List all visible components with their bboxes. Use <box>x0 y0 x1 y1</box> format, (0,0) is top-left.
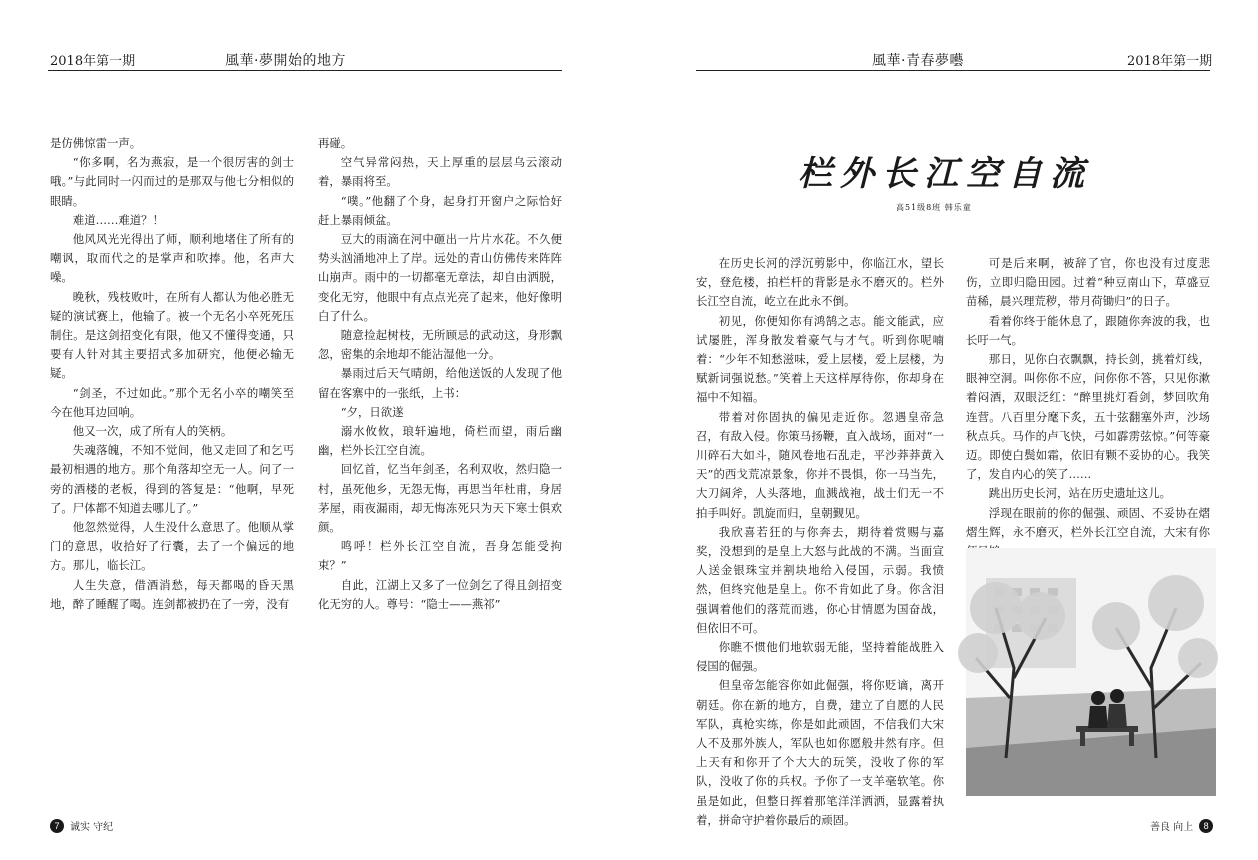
left-header-issue: 2018年第一期 <box>50 54 136 69</box>
paragraph: 他风风光光得出了师，顺利地堵住了所有的嘲讽，取而代之的是掌声和吹捧。他，名声大噪。 <box>50 232 294 285</box>
paragraph: 他又一次，成了所有人的笑柄。 <box>72 424 233 439</box>
paragraph: 带着对你固执的偏见走近你。忽遇皇帝急召，有敌入侵。你策马扬鞭，直入战场，面对“一川碎石大如斗，随风卷地石乱走，平沙莽莽黄入天”的西戈荒凉景象，你并不畏惧，你一马当先，大刀阔斧，人头落地，血溅战袍，战士们无一不拍手叫好。凯旋而归，皇朝觐见。 <box>696 409 944 520</box>
paragraph: 初见，你便知你有鸿鹄之志。能文能武，应试屡胜，浑身散发着豪气与才气。听到你呢喃着：“少年不知愁滋味，爱上层楼，爱上层楼，为赋新词强说愁。”笑着上天这样厚待你，你却身在福中不知福。 <box>696 313 944 405</box>
right-header-issue: 2018年第一期 <box>1127 54 1213 69</box>
paragraph: “剑圣，不过如此。”那个无名小卒的嘲笑至今在他耳边回响。 <box>50 385 294 419</box>
paragraph: 是仿佛惊雷一声。 <box>50 136 142 150</box>
left-header-rule <box>48 70 562 71</box>
paragraph: 溺水攸攸，琅轩遍地，倚栏而望，雨后幽幽，栏外长江空自流。 <box>318 424 562 458</box>
paragraph: “噗。”他翻了个身，起身打开窗户之际恰好赶上暴雨倾盆。 <box>318 193 562 227</box>
left-column-1 <box>50 134 294 611</box>
footer-motto: 善良 向上 <box>1150 822 1194 833</box>
article-byline: 高51级8班 韩乐童 <box>896 203 972 212</box>
paragraph: 跳出历史长河，站在历史遗址这儿。 <box>988 486 1172 501</box>
left-column-2 <box>318 134 562 611</box>
paragraph: 晚秋，残枝败叶，在所有人都认为他必胜无疑的演试赛上，他输了。被一个无名小卒死死压制住。是这剑招变化有限，他又不懂得变通，只要有人针对其主要招式多加研究，他便必输无疑。 <box>50 289 294 381</box>
paragraph: 暴雨过后天气晴朗，给他送饭的人发现了他留在客寨中的一张纸，上书： <box>318 366 562 400</box>
paragraph: 但皇帝怎能容你如此倔强，将你贬谪，离开朝廷。你在新的地方，自费，建立了自愿的人民军队，真枪实练，你是如此顽固，不信我们大宋人不及那外族人，军队也如你愿般井然有序。但上天有和你开了个大大的玩笑，没收了你的军队，没收了你的兵权。予你了一支羊毫软笔。你虽是如此，但整日挥着那笔洋洋洒洒，显露着执着，拼命守护着你最后的顽固。 <box>696 678 944 827</box>
photo-girls-on-bench <box>966 548 1216 796</box>
paragraph: 浮现在眼前的你的倔强、顽固、不妥协在熠熠生辉，永不磨灭，栏外长江空自流，大宋有你 <box>966 505 1210 539</box>
article-title: 栏外长江空自流 <box>798 154 1092 194</box>
paragraph: 豆大的雨滴在河中砸出一片片水花。不久便势头汹涌地冲上了岸。远处的青山仿佛传来阵阵山崩声。雨中的一切都毫无章法，却自由洒脱，变化无穷，他眼中有点点光亮了起来，他好像明白了什么。 <box>318 232 562 323</box>
paragraph: 人生失意，借酒消愁，每天都喝的昏天黑地，醉了睡醒了喝。连剑都被扔在了一旁，没有 <box>50 577 294 611</box>
paragraph: 那日，见你白衣飘飘，持长剑，挑着灯线，眼神空洞。叫你你不应，问你你不答，只见你漱着闷酒，双眼泛红：“醉里挑灯看剑，梦回吹角连营。八百里分麾下炙，五十弦翻塞外声，沙场秋点兵。马作的卢飞快，弓如霹雳弦惊。”何等豪迈。即使白鬓如霜，依旧有颗不妥协的心。我笑了，发自内心的笑了…… <box>966 352 1210 482</box>
paragraph: 在历史长河的浮沉剪影中，你临江水，望长安，登危楼，拍栏杆的背影是永不磨灭的。栏外长江空自流，屹立在此永不倒。 <box>696 256 944 309</box>
paragraph: 鸣呼！栏外长江空自流，吾身怎能受拘束？” <box>318 539 562 573</box>
right-header-section: 風華·青春夢囈 <box>872 53 964 69</box>
paragraph: 看着你终于能休息了，跟随你奔波的我，也长吁一气。 <box>966 313 1210 347</box>
paragraph: 难道……难道？！ <box>72 212 164 227</box>
paragraph: 你瞧不惯他们地软弱无能，坚持着能战胜入侵国的倔强。 <box>696 640 944 674</box>
page-number: 8 <box>1199 819 1213 833</box>
paragraph: 可是后来啊，被辞了官，你也没有过度悲伤，立即归隐田园。过着“种豆南山下，草盛豆苗稀，晨兴理荒秽，带月荷锄归”的日子。 <box>966 256 1210 309</box>
paragraph: 空气异常闷热，天上厚重的层层乌云滚动着，暴雨将至。 <box>318 155 562 189</box>
paragraph: “夕，日欲遂 <box>340 404 404 419</box>
right-header-rule <box>696 70 1210 71</box>
paragraph: 自此，江湖上又多了一位剑乞了得且剑招变化无穷的人。尊号：“隐士——燕祁” <box>318 577 562 611</box>
paragraph: 回忆首，忆当年剑圣，名利双收，然归隐一村，虽死他乡，无怨无悔，再思当年杜甫，身居茅屋，雨夜漏雨，却无悔冻死只为天下寒士俱欢颜。 <box>318 462 562 535</box>
left-footer <box>50 818 113 833</box>
paragraph: “你多啊，名为燕寂，是一个很厉害的剑士哦。”与此同时一闪而过的是那双与他七分相似的眼睛。 <box>50 155 294 208</box>
right-column-2 <box>966 254 1210 542</box>
paragraph: 他忽然觉得，人生没什么意思了。他顺从掌门的意思，收拾好了行囊，去了一个偏远的地方。那儿，临长江。 <box>50 520 294 573</box>
paragraph: 再碰。 <box>318 136 353 150</box>
right-column-1 <box>696 254 944 827</box>
left-header-section: 風華·夢開始的地方 <box>225 53 346 69</box>
page-number: 7 <box>50 819 64 833</box>
paragraph: 随意捡起树枝，无所顾忌的武动这，身形飘忽，密集的余地却不能沾湿他一分。 <box>318 328 562 362</box>
footer-motto: 诚实 守纪 <box>70 822 114 833</box>
paragraph: 失魂落魄，不知不觉间，他又走回了和乞丐最初相遇的地方。那个角落却空无一人。问了一旁的酒楼的老板，得到的答复是：“他啊，早死了。尸体都不知道去哪儿了。” <box>50 443 294 515</box>
right-footer <box>1150 818 1213 833</box>
paragraph: 我欣喜若狂的与你奔去，期待着赏赐与嘉奖，没想到的是皇上大怒与此战的不满。当面宣人送金银珠宝并割块地给入侵国，示弱。我愤然，但终究他是皇上。你不肯如此了身。你含泪强调着他们的落荒而逃，你心甘情愿为国奋战，但依旧不可。 <box>696 524 944 635</box>
